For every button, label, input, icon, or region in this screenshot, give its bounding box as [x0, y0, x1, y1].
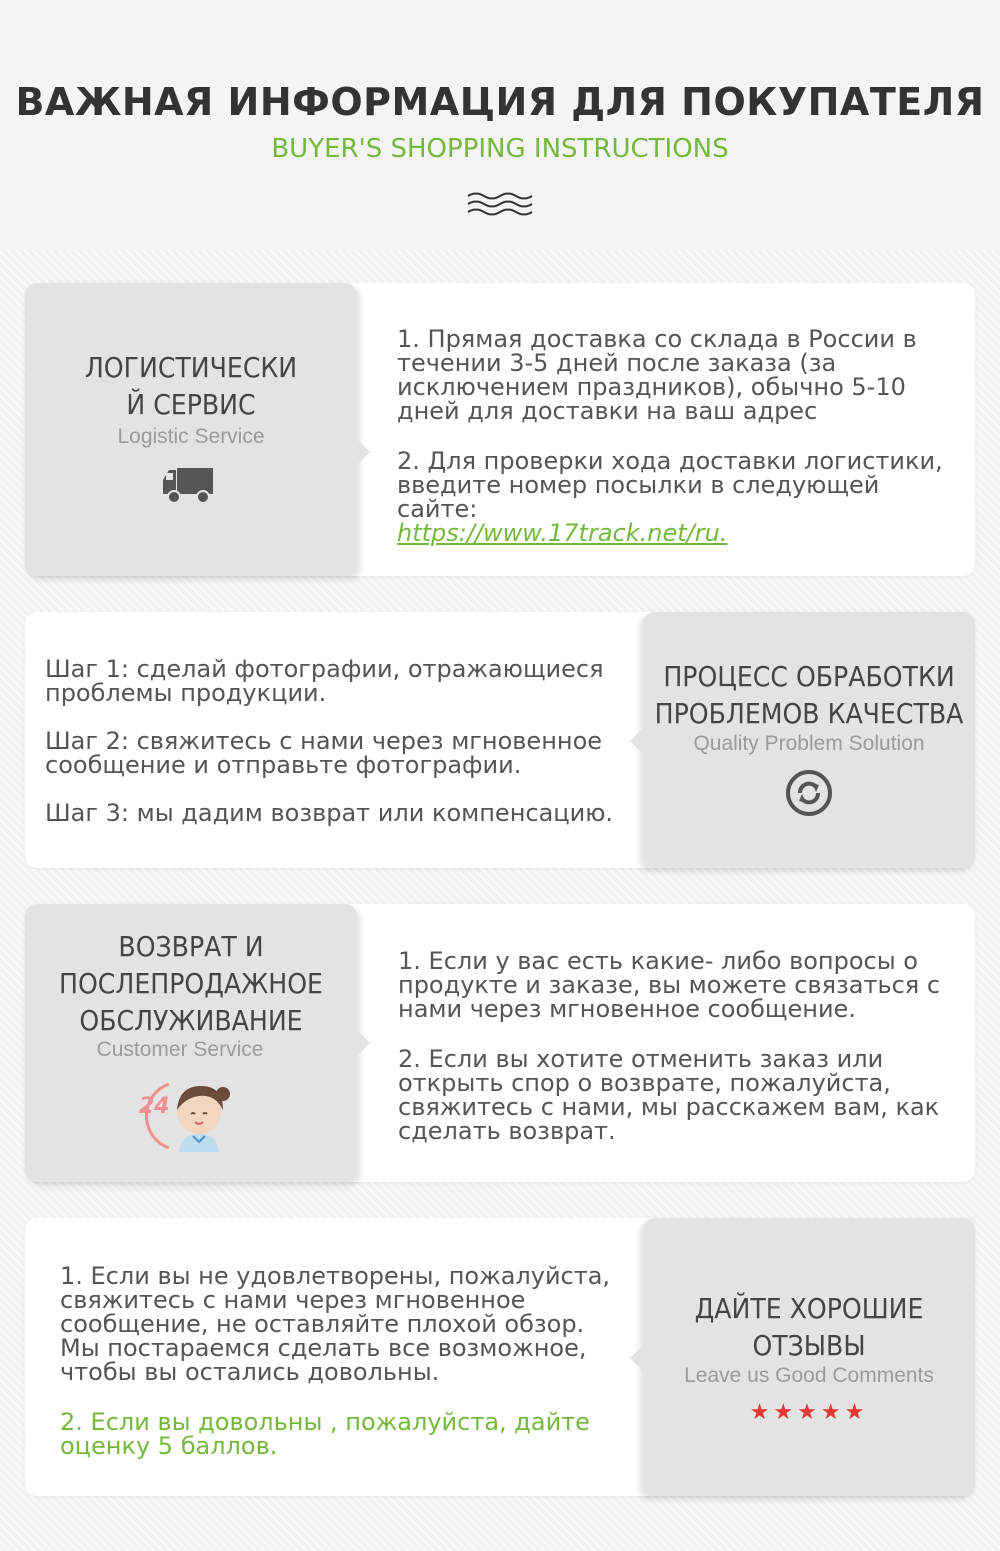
- panel-pointer: [357, 1030, 370, 1056]
- page-subtitle: BUYER'S SHOPPING INSTRUCTIONS: [271, 134, 729, 164]
- logistic-subtitle: Logistic Service: [117, 425, 265, 448]
- comments-text: [60, 1264, 625, 1458]
- comments-panel: [643, 1218, 975, 1496]
- customer-service-item-1: 1. Если у вас есть какие- либо вопросы о продукте и заказе, вы можете связаться с нами через мгновенное сообщение.: [398, 947, 941, 1023]
- comments-title: [643, 1290, 975, 1364]
- badge-24: 24: [139, 1094, 170, 1119]
- panel-pointer: [630, 728, 643, 754]
- customer-service-title-line3: ОБСЛУЖИВАНИЕ: [79, 1004, 303, 1037]
- refresh-icon: [785, 769, 833, 817]
- customer-service-title-line1: ВОЗВРАТ И: [118, 930, 264, 963]
- tracking-link[interactable]: https://www.17track.net/ru.: [397, 519, 728, 547]
- customer-service-title: [25, 928, 357, 1039]
- quality-panel: [643, 612, 975, 868]
- logistic-section: [25, 283, 975, 576]
- truck-icon: [163, 466, 215, 506]
- panel-pointer: [357, 439, 370, 465]
- header: [0, 0, 1000, 250]
- logistic-item-1: 1. Прямая доставка со склада в России в течении 3-5 дней после заказа (за исключением праздников), обычно 5-10 дней для доставки на ваш адрес: [397, 325, 917, 425]
- comments-title-line2: ОТЗЫВЫ: [752, 1329, 866, 1362]
- quality-title-line1: ПРОЦЕСС ОБРАБОТКИ: [663, 660, 955, 693]
- comments-title-line1: ДАЙТЕ ХОРОШИЕ: [694, 1292, 924, 1325]
- customer-service-text: [398, 949, 973, 1143]
- comments-subtitle: Leave us Good Comments: [684, 1364, 934, 1387]
- logistic-text: [397, 327, 967, 545]
- comments-item-2: 2. Если вы довольны , пожалуйста, дайте оценку 5 баллов.: [60, 1408, 590, 1460]
- rating-stars: ★★★★★: [749, 1400, 869, 1425]
- customer-service-panel: [25, 904, 357, 1182]
- logistic-title-line2: Й СЕРВИС: [126, 388, 256, 421]
- logistic-item-2-text: 2. Для проверки хода доставки логистики, введите номер посылки в следующей сайте:: [397, 447, 943, 523]
- logistic-title-line1: ЛОГИСТИЧЕСКИ: [84, 351, 298, 384]
- quality-step-3: Шаг 3: мы дадим возврат или компенсацию.: [45, 799, 614, 827]
- panel-pointer: [630, 1345, 643, 1371]
- comments-item-1: 1. Если вы не удовлетворены, пожалуйста, свяжитесь с нами через мгновенное сообщение, не оставляйте плохой обзор. Мы постараемся сделать все возможное, чтобы вы остались довольны.: [60, 1262, 611, 1386]
- quality-subtitle: Quality Problem Solution: [693, 732, 925, 755]
- quality-step-2: Шаг 2: свяжитесь с нами через мгновенное сообщение и отправьте фотографии.: [45, 727, 603, 779]
- quality-title-line2: ПРОБЛЕМОВ КАЧЕСТВА: [654, 697, 964, 730]
- quality-step-1: Шаг 1: сделай фотографии, отражающиеся проблемы продукции.: [45, 655, 604, 707]
- support-girl-icon: [135, 1072, 235, 1152]
- logistic-item-2: [397, 449, 967, 545]
- wave-lines-icon: [467, 190, 533, 218]
- comments-section: [25, 1218, 975, 1496]
- customer-service-item-2: 2. Если вы хотите отменить заказ или открыть спор о возврате, пожалуйста, свяжитесь с нами, мы расскажем вам, как сделать возврат.: [398, 1045, 940, 1145]
- logistic-title: [35, 349, 347, 423]
- customer-service-section: [25, 904, 975, 1182]
- customer-service-subtitle: Customer Service: [96, 1038, 264, 1061]
- logistic-panel: [25, 283, 357, 576]
- quality-text: [45, 657, 615, 825]
- customer-service-title-line2: ПОСЛЕПРОДАЖНОЕ: [59, 967, 323, 1000]
- quality-title: [643, 658, 975, 732]
- page-title: ВАЖНАЯ ИНФОРМАЦИЯ ДЛЯ ПОКУПАТЕЛЯ: [15, 80, 985, 124]
- quality-section: [25, 612, 975, 868]
